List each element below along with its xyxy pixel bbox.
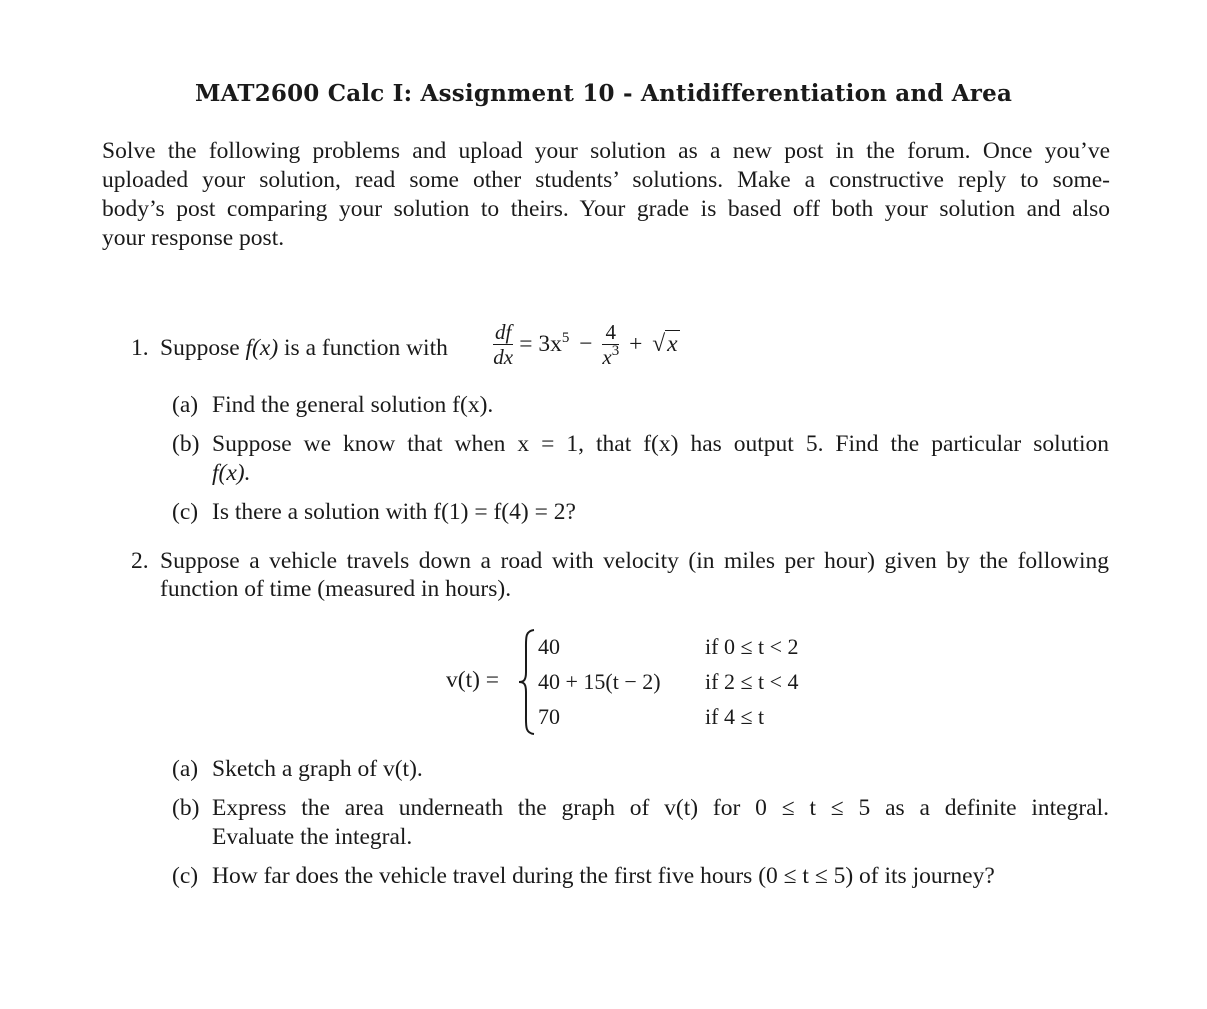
problem-1b-line1: Suppose we know that when x = 1, that f(x) has output 5. Find the particular solution xyxy=(212,431,1109,457)
problem-1c-text: Is there a solution with f(1) = f(4) = 2? xyxy=(212,499,576,525)
case-2-condition: if 2 ≤ t < 4 xyxy=(705,669,799,694)
intro-line: Solve the following problems and upload your solution as a new post in the forum. Once you’ve xyxy=(102,138,1110,164)
problem-1-fx: f(x) xyxy=(245,335,279,361)
rhs-term-1: = $3x^5$ xyxy=(519,330,570,357)
rhs-fraction xyxy=(602,320,619,369)
derivative-denominator: dx xyxy=(493,345,514,369)
rhs-fraction-numerator: 4 xyxy=(602,320,619,345)
case-2-expr: 40 + 15(t − 2) xyxy=(538,669,661,694)
problem-2b-label: (b) xyxy=(172,795,200,821)
problem-2-line1: Suppose a vehicle travels down a road with velocity (in miles per hour) given by the following xyxy=(160,548,1109,574)
problem-2c-label: (c) xyxy=(172,863,199,889)
problem-1c-label: (c) xyxy=(172,499,199,525)
problem-1-number: 1. xyxy=(131,335,149,361)
problem-1b-label: (b) xyxy=(172,431,200,457)
problem-2a-label: (a) xyxy=(172,756,199,782)
sqrt-term: √x xyxy=(652,331,678,357)
rhs-fraction-denominator: $x^3$ xyxy=(602,343,620,369)
problem-2b-line2: Evaluate the integral. xyxy=(212,824,413,850)
problem-1-lead2: is a function with xyxy=(284,335,448,361)
problem-2b-line1: Express the area underneath the graph of v(t) for 0 ≤ t ≤ 5 as a definite integral. xyxy=(212,795,1109,821)
problem-1b-line2: f(x). xyxy=(212,460,251,486)
page-title: MAT2600 Calc I: Assignment 10 - Antidifferentiation and Area xyxy=(194,80,1013,107)
problem-1a-text: Find the general solution f(x). xyxy=(212,392,494,418)
derivative-fraction xyxy=(493,320,513,369)
plus-sign: + xyxy=(629,331,643,357)
case-3-expr: 70 xyxy=(538,704,560,729)
problem-1a-label: (a) xyxy=(172,392,199,418)
intro-line: your response post. xyxy=(102,225,285,251)
velocity-function-label: v(t) = xyxy=(446,667,500,693)
intro-line: body’s post comparing your solution to theirs. Your grade is based off both your solution and also xyxy=(102,196,1110,222)
problem-2a-text: Sketch a graph of v(t). xyxy=(212,756,423,782)
problem-1-equation xyxy=(493,320,680,369)
case-1-expr: 40 xyxy=(538,634,560,659)
case-3-condition: if 4 ≤ t xyxy=(705,704,765,729)
intro-paragraph xyxy=(102,137,1110,253)
left-brace-icon xyxy=(516,628,538,736)
problem-2-number: 2. xyxy=(131,548,149,574)
problem-2c-text: How far does the vehicle travel during the first five hours (0 ≤ t ≤ 5) of its journey? xyxy=(212,863,995,889)
problem-2-line2: function of time (measured in hours). xyxy=(160,576,512,602)
problem-1-statement xyxy=(160,335,448,362)
case-1-condition: if 0 ≤ t < 2 xyxy=(705,634,799,659)
derivative-numerator: df xyxy=(495,320,512,344)
intro-line: uploaded your solution, read some other students’ solutions. Make a constructive reply to some- xyxy=(102,167,1110,193)
minus-sign: − xyxy=(579,331,593,357)
problem-1-lead: Suppose xyxy=(160,335,240,361)
